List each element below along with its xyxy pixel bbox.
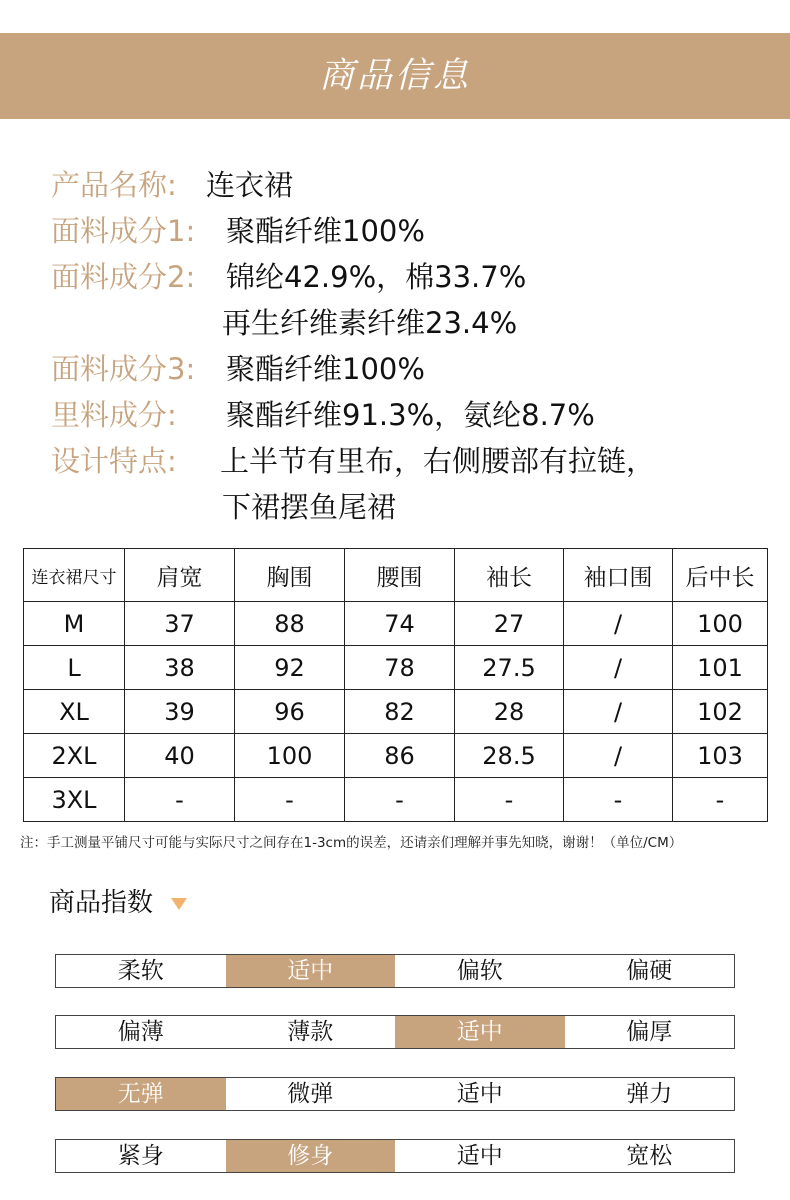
info-value-fabric3: 聚酯纤维100% bbox=[226, 352, 425, 386]
info-row-fabric3 bbox=[51, 346, 771, 392]
info-label-fabric2: 面料成分2: bbox=[51, 260, 196, 294]
header-cell-shoulder: 肩宽 bbox=[125, 549, 235, 602]
index-bar-elasticity bbox=[55, 1077, 735, 1111]
table-cell: 2XL bbox=[24, 734, 125, 778]
index-option: 适中 bbox=[456, 1143, 503, 1169]
size-table bbox=[23, 548, 768, 822]
header-cell-chest: 胸围 bbox=[235, 549, 345, 602]
table-cell: - bbox=[564, 778, 673, 822]
table-row bbox=[24, 778, 768, 822]
table-cell: 78 bbox=[345, 646, 455, 690]
info-value-name: 连衣裙 bbox=[206, 168, 294, 202]
product-info bbox=[51, 162, 771, 530]
table-cell: 86 bbox=[345, 734, 455, 778]
table-cell: - bbox=[235, 778, 345, 822]
info-value-design-line2: 下裙摆鱼尾裙 bbox=[222, 490, 397, 524]
index-option: 修身 bbox=[226, 1140, 396, 1172]
table-cell: XL bbox=[24, 690, 125, 734]
index-option: 偏薄 bbox=[117, 1019, 164, 1045]
table-cell: 39 bbox=[125, 690, 235, 734]
size-table-header bbox=[24, 549, 768, 602]
info-row-name bbox=[51, 162, 771, 208]
table-cell: 28 bbox=[455, 690, 564, 734]
table-cell: 100 bbox=[673, 602, 768, 646]
table-cell: 100 bbox=[235, 734, 345, 778]
header-cell-length: 后中长 bbox=[673, 549, 768, 602]
table-cell: - bbox=[345, 778, 455, 822]
table-cell: L bbox=[24, 646, 125, 690]
table-row bbox=[24, 734, 768, 778]
table-cell: 40 bbox=[125, 734, 235, 778]
info-value-fabric2-line2: 再生纤维素纤维23.4% bbox=[222, 306, 518, 340]
index-option: 弹力 bbox=[626, 1081, 673, 1107]
table-cell: 74 bbox=[345, 602, 455, 646]
table-cell: / bbox=[564, 646, 673, 690]
table-cell: 27.5 bbox=[455, 646, 564, 690]
table-row bbox=[24, 690, 768, 734]
table-cell: / bbox=[564, 734, 673, 778]
info-label-name: 产品名称: bbox=[51, 168, 177, 202]
table-cell: - bbox=[125, 778, 235, 822]
table-cell: 92 bbox=[235, 646, 345, 690]
index-bar-thickness bbox=[55, 1015, 735, 1049]
table-cell: 102 bbox=[673, 690, 768, 734]
table-cell: / bbox=[564, 690, 673, 734]
info-value-lining: 聚酯纤维91.3%，氨纶8.7% bbox=[226, 398, 595, 432]
table-cell: 38 bbox=[125, 646, 235, 690]
index-option: 适中 bbox=[456, 1081, 503, 1107]
index-option: 紧身 bbox=[117, 1143, 164, 1169]
table-cell: 82 bbox=[345, 690, 455, 734]
info-row-design-cont bbox=[51, 484, 771, 530]
info-label-fabric3: 面料成分3: bbox=[51, 352, 196, 386]
index-option: 宽松 bbox=[626, 1143, 673, 1169]
table-cell: - bbox=[673, 778, 768, 822]
header-cell-sleeve: 袖长 bbox=[455, 549, 564, 602]
index-option: 偏软 bbox=[456, 958, 503, 984]
table-cell: 37 bbox=[125, 602, 235, 646]
info-row-fabric2 bbox=[51, 254, 771, 300]
table-row bbox=[24, 646, 768, 690]
triangle-down-icon bbox=[171, 898, 187, 910]
info-row-fabric2-cont bbox=[51, 300, 771, 346]
table-cell: 28.5 bbox=[455, 734, 564, 778]
info-value-design-line1: 上半节有里布，右侧腰部有拉链， bbox=[220, 444, 656, 478]
index-option: 偏硬 bbox=[626, 958, 673, 984]
header-cell-cuff: 袖口围 bbox=[564, 549, 673, 602]
info-value-fabric1: 聚酯纤维100% bbox=[226, 214, 425, 248]
index-option: 适中 bbox=[395, 1016, 565, 1048]
index-option: 无弹 bbox=[56, 1078, 226, 1110]
table-cell: / bbox=[564, 602, 673, 646]
table-cell: 101 bbox=[673, 646, 768, 690]
table-cell: 27 bbox=[455, 602, 564, 646]
banner-title: 商品信息 bbox=[318, 56, 471, 96]
info-value-fabric2-line1: 锦纶42.9%，棉33.7% bbox=[226, 260, 527, 294]
info-label-fabric1: 面料成分1: bbox=[51, 214, 196, 248]
table-row bbox=[24, 602, 768, 646]
index-bar-softness bbox=[55, 954, 735, 988]
table-cell: 96 bbox=[235, 690, 345, 734]
index-option: 柔软 bbox=[117, 958, 164, 984]
table-cell: M bbox=[24, 602, 125, 646]
index-option: 薄款 bbox=[287, 1019, 334, 1045]
index-bar-fit bbox=[55, 1139, 735, 1173]
header-cell-size: 连衣裙尺寸 bbox=[24, 549, 125, 602]
index-option: 适中 bbox=[226, 955, 396, 987]
info-row-design bbox=[51, 438, 771, 484]
table-cell: 88 bbox=[235, 602, 345, 646]
table-cell: 3XL bbox=[24, 778, 125, 822]
info-label-lining: 里料成分: bbox=[51, 398, 177, 432]
table-cell: - bbox=[455, 778, 564, 822]
index-option: 微弹 bbox=[287, 1081, 334, 1107]
index-title: 商品指数 bbox=[49, 888, 154, 918]
table-cell: 103 bbox=[673, 734, 768, 778]
measurement-note: 注：手工测量平铺尺寸可能与实际尺寸之间存在1-3cm的误差，还请亲们理解并事先知晓，谢谢！（单位/CM） bbox=[20, 835, 683, 851]
info-row-fabric1 bbox=[51, 208, 771, 254]
info-row-lining bbox=[51, 392, 771, 438]
index-option: 偏厚 bbox=[626, 1019, 673, 1045]
info-label-design: 设计特点: bbox=[51, 444, 177, 478]
header-cell-waist: 腰围 bbox=[345, 549, 455, 602]
